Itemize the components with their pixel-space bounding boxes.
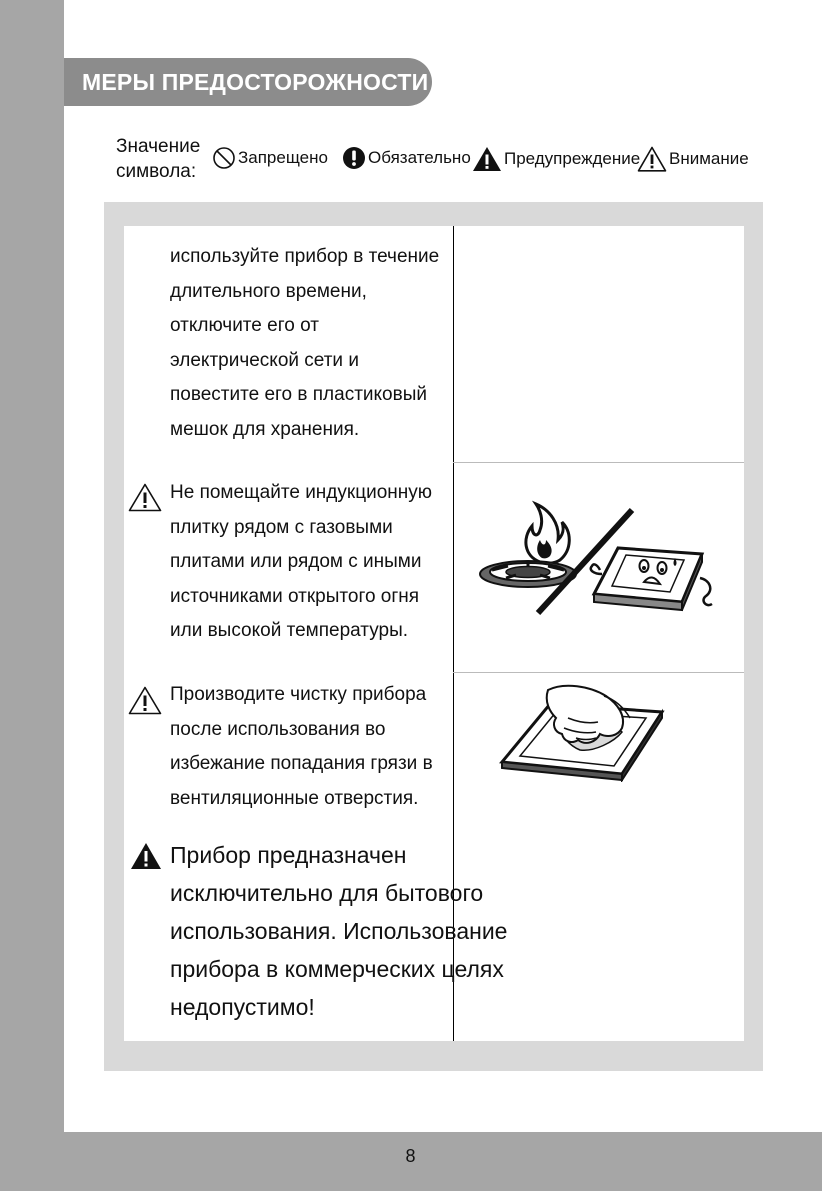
household-use-warning-text: Прибор предназначен исключительно для бытового использования. Использование прибора в коммерческих целях недопустимо! bbox=[170, 842, 508, 1020]
legend-label: Внимание bbox=[669, 149, 749, 168]
legend-item-caution bbox=[637, 146, 749, 172]
cleaning-illustration bbox=[498, 682, 668, 782]
legend-item-mandatory bbox=[342, 146, 471, 170]
instruction-text: используйте прибор в течение длительного времени, отключите его от электрической сети и повестите его в пластиковый мешок для хранения. bbox=[170, 246, 440, 440]
page-number: 8 bbox=[405, 1146, 416, 1166]
prohibited-icon bbox=[212, 146, 236, 170]
warning-filled-icon bbox=[130, 842, 162, 870]
legend-caption bbox=[116, 134, 200, 184]
left-margin-strip bbox=[0, 0, 64, 1191]
row-divider bbox=[453, 462, 744, 463]
legend-caption-line1: Значение bbox=[116, 136, 201, 157]
legend-label: Обязательно bbox=[368, 148, 471, 167]
gas-stove-illustration bbox=[474, 500, 724, 625]
legend-item-prohibited bbox=[212, 146, 328, 170]
warning-filled-icon bbox=[472, 146, 502, 172]
caution-outline-icon bbox=[637, 146, 667, 172]
warning-text: Не помещайте индукционную плитку рядом с газовыми плитами или рядом с иными источниками открытого огня или высокой температуры. bbox=[170, 482, 433, 641]
legend-label: Запрещено bbox=[238, 148, 328, 167]
row-divider bbox=[453, 672, 744, 673]
legend-item-warning bbox=[472, 146, 640, 172]
section-title: МЕРЫ ПРЕДОСТОРОЖНОСТИ bbox=[64, 58, 432, 106]
caution-outline-icon bbox=[128, 483, 162, 512]
mandatory-icon bbox=[342, 146, 366, 170]
legend-caption-line2: символа: bbox=[116, 161, 197, 182]
cleaning-text: Производите чистку прибора после использования во избежание попадания грязи в вентиляционные отверстия. bbox=[170, 684, 433, 809]
symbol-legend bbox=[116, 134, 776, 190]
legend-label: Предупреждение bbox=[504, 149, 641, 168]
caution-outline-icon bbox=[128, 686, 162, 715]
